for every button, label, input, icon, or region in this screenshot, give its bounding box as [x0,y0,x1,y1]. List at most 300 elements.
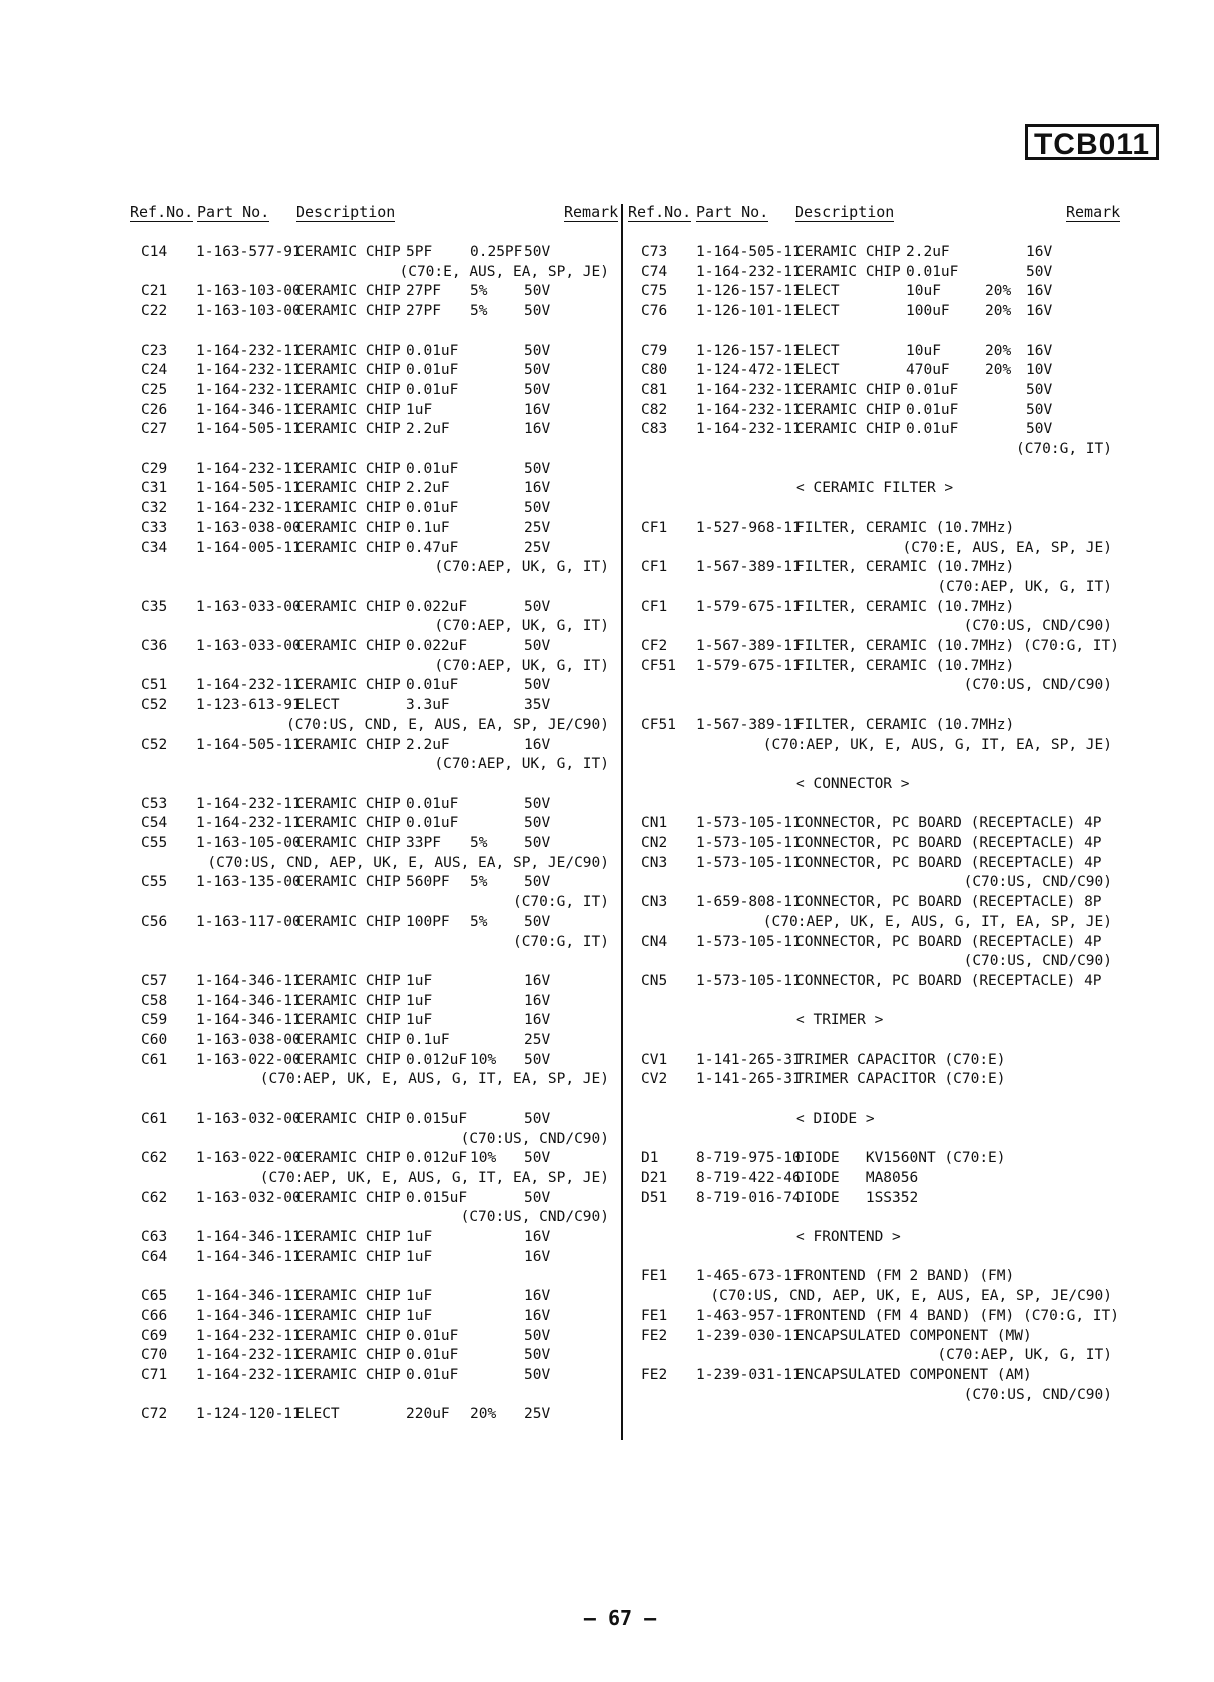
voltage: 50V [524,913,551,930]
part-no: 1-164-505-11 [196,736,301,753]
ref-no: C55 [141,835,168,851]
ref-no: C34 [141,539,168,556]
ref-no: C70 [141,1347,168,1364]
part-no: 1-659-808-11 [696,894,801,911]
part-no: 1-163-103-00 [196,303,301,320]
description: CERAMIC CHIP [296,1012,401,1029]
voltage: 50V [524,381,551,398]
remark: (C70:US, CND, E, AUS, EA, SP, JE/C90) [285,716,609,733]
value: 2.2uF [406,421,450,438]
part-no: 1-164-232-11 [196,795,301,812]
ref-no: FE2 [641,1327,668,1344]
remark: (C70:AEP, UK, G, IT) [434,657,609,674]
description: CERAMIC CHIP [296,972,401,989]
part-no: 1-163-032-00 [196,1110,301,1127]
ref-no: C56 [141,913,168,930]
part-no: 1-567-389-11 [696,716,801,733]
description: CERAMIC CHIP [296,835,401,851]
value: 0.01uF [406,1347,459,1364]
value: 0.01uF [406,815,459,832]
header-ref-left: Ref.No. [130,203,194,221]
section-heading: < FRONTEND > [796,1229,901,1245]
ref-no: CF1 [641,559,668,576]
voltage: 25V [524,1032,551,1048]
part-no: 1-163-022-00 [196,1150,301,1167]
ref-no: C52 [141,736,168,753]
part-no: 1-573-105-11 [696,972,801,989]
voltage: 50V [524,874,551,891]
value: 1uF [406,1307,433,1324]
ref-no: C66 [141,1307,168,1324]
description: CERAMIC CHIP [296,1051,401,1068]
part-no: 1-567-389-11 [696,638,801,654]
voltage: 50V [524,1347,551,1364]
ref-no: C24 [141,362,168,379]
description: CERAMIC CHIP [296,519,401,536]
model-code: TCB011 [1025,124,1159,160]
value: 0.01uF [906,381,959,398]
remark: (C70:AEP, UK, G, IT) [434,618,609,635]
description: CERAMIC CHIP [296,342,401,359]
value: 0.015uF [406,1110,468,1127]
description: CERAMIC CHIP [796,244,901,260]
ref-no: CN3 [641,894,668,911]
value: 0.1uF [406,519,450,536]
description: FILTER, CERAMIC (10.7MHz) [796,716,1015,733]
voltage: 50V [1026,421,1053,438]
description: FRONTEND (FM 4 BAND) (FM) (C70:G, IT) [796,1307,1120,1324]
description: FILTER, CERAMIC (10.7MHz) (C70:G, IT) [796,638,1120,654]
description: ELECT [796,342,840,359]
part-no: 8-719-422-46 [696,1169,801,1186]
remark: (C70:US, CND/C90) [963,677,1112,694]
value: 0.01uF [906,401,959,418]
tolerance: 10% [470,1051,497,1068]
part-no: 1-573-105-11 [696,835,801,851]
description: CERAMIC CHIP [296,677,401,694]
value: 0.022uF [406,598,468,615]
part-no: 1-163-135-00 [196,874,301,891]
description: CERAMIC CHIP [296,1288,401,1305]
remark: (C70:AEP, UK, G, IT) [937,1347,1112,1364]
part-no: 1-164-232-11 [196,1366,301,1383]
description: ELECT [796,283,840,300]
description: CERAMIC CHIP [296,460,401,477]
ref-no: CF1 [641,598,668,615]
description: FILTER, CERAMIC (10.7MHz) [796,559,1015,576]
value: 2.2uF [406,736,450,753]
section-heading: < TRIMER > [796,1012,884,1029]
value: 470uF [906,362,950,379]
ref-no: C82 [641,401,668,418]
ref-no: C61 [141,1051,168,1068]
ref-no: C27 [141,421,168,438]
part-no: 1-163-103-00 [196,283,301,300]
part-no: 1-141-265-31 [696,1051,801,1068]
voltage: 25V [524,1406,551,1423]
header-remark-right: Remark [1066,203,1121,221]
remark: (C70:AEP, UK, E, AUS, G, IT, EA, SP, JE) [259,1071,609,1088]
ref-no: C74 [641,263,668,280]
tolerance: 20% [470,1406,497,1423]
part-no: 1-164-505-11 [196,480,301,497]
ref-no: CF51 [641,716,676,733]
voltage: 25V [524,539,551,556]
value: 0.01uF [406,362,459,379]
value: 1uF [406,972,433,989]
section-heading: < CERAMIC FILTER > [796,480,954,497]
part-no: 1-163-117-00 [196,913,301,930]
ref-no: C21 [141,283,168,300]
description: CERAMIC CHIP [296,401,401,418]
value: 10uF [906,342,941,359]
ref-no: C75 [641,283,668,300]
voltage: 16V [1026,342,1053,359]
tolerance: 20% [985,283,1012,300]
description: CERAMIC CHIP [296,1248,401,1265]
part-no: 1-573-105-11 [696,854,801,871]
part-no: 1-164-232-11 [196,1327,301,1344]
value: 0.1uF [406,1032,450,1048]
description: ENCAPSULATED COMPONENT (MW) [796,1327,1032,1344]
value: 0.01uF [406,677,459,694]
ref-no: C51 [141,677,168,694]
header-ref-right: Ref.No. [628,203,692,221]
ref-no: C25 [141,381,168,398]
value: 0.01uF [406,1327,459,1344]
part-no: 1-239-030-11 [696,1327,801,1344]
ref-no: C31 [141,480,168,497]
ref-no: CF2 [641,638,668,654]
value: 1uF [406,1288,433,1305]
value: 100uF [906,303,950,320]
part-no: 1-164-505-11 [196,421,301,438]
description: CONNECTOR, PC BOARD (RECEPTACLE) 4P [796,854,1102,871]
part-no: 1-164-005-11 [196,539,301,556]
remark: (C70:US, CND/C90) [460,1209,609,1226]
ref-no: C55 [141,874,168,891]
remark: (C70:US, CND/C90) [963,874,1112,891]
part-no: 1-239-031-11 [696,1366,801,1383]
ref-no: CN5 [641,972,668,989]
value: 0.022uF [406,638,468,654]
voltage: 50V [524,362,551,379]
remark: (C70:US, CND, AEP, UK, E, AUS, EA, SP, JE/C90) [710,1288,1112,1305]
description: CERAMIC CHIP [296,815,401,832]
ref-no: CF51 [641,657,676,674]
part-no: 1-163-033-00 [196,638,301,654]
remark: (C70:US, CND, AEP, UK, E, AUS, EA, SP, JE/C90) [207,854,609,871]
voltage: 50V [524,677,551,694]
ref-no: C22 [141,303,168,320]
header-desc-right: Description [795,203,895,221]
part-no: 1-126-157-11 [696,342,801,359]
tolerance: 10% [470,1150,497,1167]
description: ELECT [796,362,840,379]
part-no: 1-164-232-11 [696,421,801,438]
ref-no: C76 [641,303,668,320]
description: CERAMIC CHIP [296,1229,401,1245]
value: 100PF [406,913,450,930]
description: CERAMIC CHIP [296,736,401,753]
remark: (C70:US, CND/C90) [963,618,1112,635]
value: 1uF [406,401,433,418]
voltage: 50V [524,795,551,812]
value: 0.47uF [406,539,459,556]
header-desc-left: Description [296,203,396,221]
part-no: 1-126-157-11 [696,283,801,300]
ref-no: CV1 [641,1051,668,1068]
description: FILTER, CERAMIC (10.7MHz) [796,519,1015,536]
description: CERAMIC CHIP [296,1189,401,1206]
value: 1uF [406,992,433,1009]
value: 1uF [406,1248,433,1265]
value: 560PF [406,874,450,891]
remark: (C70:AEP, UK, E, AUS, G, IT, EA, SP, JE) [762,913,1112,930]
ref-no: CN2 [641,835,668,851]
part-no: 8-719-016-74 [696,1189,801,1206]
description: TRIMER CAPACITOR (C70:E) [796,1051,1006,1068]
description: CERAMIC CHIP [296,244,401,260]
voltage: 16V [524,1288,551,1305]
ref-no: C35 [141,598,168,615]
description: ELECT [796,303,840,320]
value: 2.2uF [906,244,950,260]
voltage: 16V [524,972,551,989]
voltage: 50V [524,460,551,477]
voltage: 10V [1026,362,1053,379]
ref-no: C52 [141,697,168,714]
section-heading: < DIODE > [796,1110,875,1127]
voltage: 50V [524,815,551,832]
tolerance: 5% [470,835,488,851]
value: 0.012uF [406,1051,468,1068]
description: CERAMIC CHIP [796,381,901,398]
value: 0.015uF [406,1189,468,1206]
ref-no: FE1 [641,1307,668,1324]
description: ELECT [296,1406,340,1423]
description: FRONTEND (FM 2 BAND) (FM) [796,1268,1015,1285]
value: 0.01uF [406,460,459,477]
part-no: 1-164-346-11 [196,1248,301,1265]
remark: (C70:US, CND/C90) [460,1130,609,1147]
ref-no: C14 [141,244,168,260]
remark: (C70:US, CND/C90) [963,953,1112,970]
tolerance: 20% [985,362,1012,379]
value: 5PF [406,244,433,260]
part-no: 1-164-346-11 [196,1307,301,1324]
part-no: 1-463-957-11 [696,1307,801,1324]
part-no: 1-164-232-11 [196,1347,301,1364]
description: CERAMIC CHIP [796,401,901,418]
part-no: 1-163-032-00 [196,1189,301,1206]
voltage: 50V [1026,263,1053,280]
voltage: 50V [524,500,551,517]
value: 0.01uF [406,381,459,398]
voltage: 50V [524,638,551,654]
description: CERAMIC CHIP [296,1032,401,1048]
value: 0.01uF [906,263,959,280]
part-no: 1-164-232-11 [196,362,301,379]
description: TRIMER CAPACITOR (C70:E) [796,1071,1006,1088]
ref-no: D51 [641,1189,668,1206]
part-no: 1-573-105-11 [696,815,801,832]
header-part-right: Part No. [696,203,769,221]
remark: (C70:G, IT) [512,933,609,950]
part-no: 1-163-577-91 [196,244,301,260]
value: 1uF [406,1229,433,1245]
description: CONNECTOR, PC BOARD (RECEPTACLE) 4P [796,835,1102,851]
ref-no: C62 [141,1150,168,1167]
description: CERAMIC CHIP [296,1347,401,1364]
part-no: 1-164-232-11 [196,500,301,517]
voltage: 16V [524,401,551,418]
voltage: 16V [524,1248,551,1265]
part-no: 1-164-232-11 [196,460,301,477]
remark: (C70:AEP, UK, G, IT) [434,559,609,576]
description: CERAMIC CHIP [296,500,401,517]
tolerance: 5% [470,913,488,930]
part-no: 1-164-505-11 [696,244,801,260]
ref-no: C57 [141,972,168,989]
voltage: 16V [524,480,551,497]
voltage: 50V [524,1366,551,1383]
ref-no: C54 [141,815,168,832]
remark: (C70:AEP, UK, E, AUS, G, IT, EA, SP, JE) [762,736,1112,753]
description: CERAMIC CHIP [296,1150,401,1167]
ref-no: C65 [141,1288,168,1305]
tolerance: 5% [470,283,488,300]
description: CERAMIC CHIP [296,913,401,930]
voltage: 35V [524,697,551,714]
voltage: 50V [524,244,551,260]
voltage: 16V [1026,283,1053,300]
part-no: 1-124-120-11 [196,1406,301,1423]
remark: (C70:G, IT) [512,894,609,911]
ref-no: C80 [641,362,668,379]
description: CERAMIC CHIP [296,539,401,556]
value: 0.012uF [406,1150,468,1167]
ref-no: FE2 [641,1366,668,1383]
tolerance: 5% [470,303,488,320]
description: CERAMIC CHIP [296,638,401,654]
voltage: 16V [524,1012,551,1029]
description: CERAMIC CHIP [296,480,401,497]
description: CERAMIC CHIP [296,1366,401,1383]
ref-no: C53 [141,795,168,812]
page-number: — 67 — [583,1606,657,1630]
part-no: 1-126-101-11 [696,303,801,320]
voltage: 50V [524,1051,551,1068]
ref-no: C83 [641,421,668,438]
ref-no: C71 [141,1366,168,1383]
voltage: 50V [524,1110,551,1127]
part-no: 1-164-232-11 [696,401,801,418]
remark: (C70:AEP, UK, G, IT) [937,578,1112,595]
part-no: 1-164-346-11 [196,992,301,1009]
description: CERAMIC CHIP [296,1110,401,1127]
part-no: 1-164-346-11 [196,972,301,989]
ref-no: FE1 [641,1268,668,1285]
part-no: 1-164-346-11 [196,1288,301,1305]
description: DIODE KV1560NT (C70:E) [796,1150,1006,1167]
voltage: 50V [524,598,551,615]
ref-no: C81 [641,381,668,398]
ref-no: CN4 [641,933,668,950]
ref-no: C59 [141,1012,168,1029]
voltage: 50V [524,342,551,359]
value: 27PF [406,283,441,300]
voltage: 16V [1026,303,1053,320]
ref-no: C23 [141,342,168,359]
ref-no: C73 [641,244,668,260]
ref-no: C69 [141,1327,168,1344]
voltage: 50V [1026,401,1053,418]
tolerance: 20% [985,342,1012,359]
tolerance: 0.25PF [470,244,523,260]
part-no: 1-163-033-00 [196,598,301,615]
ref-no: C63 [141,1229,168,1245]
description: CERAMIC CHIP [296,381,401,398]
description: CONNECTOR, PC BOARD (RECEPTACLE) 4P [796,933,1102,950]
description: CERAMIC CHIP [296,283,401,300]
value: 0.01uF [406,1366,459,1383]
ref-no: CN1 [641,815,668,832]
part-no: 1-573-105-11 [696,933,801,950]
voltage: 50V [524,1150,551,1167]
part-no: 1-124-472-11 [696,362,801,379]
description: FILTER, CERAMIC (10.7MHz) [796,598,1015,615]
description: CERAMIC CHIP [296,362,401,379]
value: 0.01uF [406,500,459,517]
value: 220uF [406,1406,450,1423]
voltage: 16V [1026,244,1053,260]
ref-no: C64 [141,1248,168,1265]
remark: (C70:E, AUS, EA, SP, JE) [399,263,609,280]
voltage: 50V [1026,381,1053,398]
voltage: 50V [524,1327,551,1344]
description: CERAMIC CHIP [296,795,401,812]
ref-no: C72 [141,1406,168,1423]
voltage: 16V [524,1229,551,1245]
voltage: 50V [524,303,551,320]
section-heading: < CONNECTOR > [796,775,910,792]
part-no: 1-163-105-00 [196,835,301,851]
description: CERAMIC CHIP [796,263,901,280]
part-no: 1-164-346-11 [196,401,301,418]
ref-no: CV2 [641,1071,668,1088]
voltage: 50V [524,283,551,300]
value: 10uF [906,283,941,300]
voltage: 16V [524,992,551,1009]
part-no: 1-164-232-11 [196,677,301,694]
ref-no: C79 [641,342,668,359]
remark: (C70:G, IT) [1015,441,1112,457]
description: DIODE MA8056 [796,1169,919,1186]
remark: (C70:US, CND/C90) [963,1386,1112,1403]
voltage: 16V [524,736,551,753]
part-no: 1-164-232-11 [196,381,301,398]
part-no: 8-719-975-10 [696,1150,801,1167]
description: CONNECTOR, PC BOARD (RECEPTACLE) 4P [796,972,1102,989]
header-remark-left: Remark [564,203,619,221]
ref-no: C62 [141,1189,168,1206]
part-no: 1-164-232-11 [696,263,801,280]
description: ELECT [296,697,340,714]
value: 0.01uF [406,795,459,812]
value: 3.3uF [406,697,450,714]
header-part-left: Part No. [197,203,270,221]
